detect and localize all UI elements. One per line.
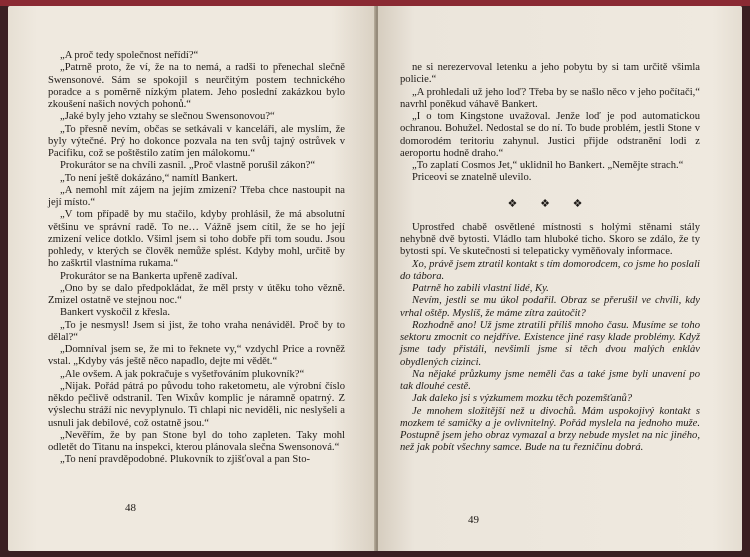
paragraph: Xo, právě jsem ztratil kontakt s tím domorodcem, co jsme ho poslali do tábora. (400, 258, 700, 282)
page-number-right: 49 (468, 514, 479, 526)
paragraph: „Ono by se dalo předpokládat, že měl prsty v útěku toho vězně. Zmizel ostatně ve stejnou noc.“ (48, 282, 345, 306)
section-separator: ❖ ❖ ❖ (507, 197, 593, 210)
paragraph: Jak daleko jsi s výzkumem mozku těch pozemšťanů? (412, 393, 633, 405)
paragraph: Patrně ho zabili vlastní lidé, Ky. (412, 283, 549, 294)
right-page (378, 6, 742, 551)
paragraph: „To přesně nevím, občas se setkávali v kanceláři, ale myslím, že byly výtečné. Prý ho dokonce pozvala na ten svůj tajný ostrůvek v Pacifiku, což se poštěstilo zatím jen málokomu.“ (48, 123, 345, 159)
paragraph: Rozhodně ano! Už jsme ztratili příliš mnoho času. Musíme se toho sektoru zmocnit co nejdříve. Existence jiné rasy klade problémy. Když jsme tady přistáli, nevšimli jsme si těch dvou malých enklàv obydlených cizinci. (400, 319, 700, 368)
paragraph: Bankert vyskočil z křesla. (60, 307, 171, 319)
paragraph: ne si nerezervoval letenku a jeho pobytu by si tam určitě všimla policie.“ (400, 62, 700, 86)
paragraph: „Jaké byly jeho vztahy se slečnou Swensonovou?“ (60, 111, 275, 123)
paragraph: Prokurátor se na Bankerta upřeně zadíval. (60, 270, 238, 282)
paragraph: „Ale ovšem. A jak pokračuje s vyšetřováním plukovník?“ (60, 368, 305, 380)
paragraph: „Nijak. Pořád pátrá po původu toho raketometu, ale výrobní číslo někdo pečlivě odstranil. Ten Wixův komplic je náramně opatrný. Z výslechu stráží nic nevyplynulo. Ti chlapi nic neviděli, nic neslyšeli a usnuli jak debilové, což ostatně jsou.“ (48, 380, 345, 429)
paragraph: Je mnohem složitější než u divochů. Mám uspokojivý kontakt s mozkem té samičky a je ovlivnitelný. Pořád myslela na jednoho muže. Postupně jsem jeho obraz vymazal a brzy nebude myslet na nic jiného, než jak pobít všechny samce. Bude na tu řezničinu dobrá. (400, 405, 700, 454)
paragraph: „A proč tedy společnost neřídí?“ (60, 50, 199, 61)
paragraph: „A nemohl mít zájem na jejím zmizení? Třeba chce nastoupit na její místo.“ (48, 184, 345, 208)
right-page-text (400, 62, 700, 455)
paragraph: Uprostřed chabě osvětlené místnosti s holými stěnami stály nehybně dvě bytosti. Vládlo tam hluboké ticho. Skoro se zdálo, že ty bytosti spí. Ve skutečnosti si telepaticky vyměňovaly informace. (400, 221, 700, 258)
paragraph: „V tom případě by mu stačilo, kdyby prohlásil, že má absolutní většinu ve správní radě. To ne… Vážně jsem cítil, že se ho její zmizení velice dotklo. Všiml jsem si toho dobře při tom soudu. Jsou pohledy, v kterých se člověk nemůže splést. Kdyby mohl, určitě by ho zaškrtil vlastníma rukama.“ (48, 209, 345, 270)
paragraph: „Domníval jsem se, že mi to řeknete vy,“ vzdychl Price a rovněž vstal. „Kdyby vás ještě něco napadlo, dejte mi vědět.“ (48, 344, 345, 368)
paragraph: „Patrně proto, že ví, že na to nemá, a radši to přenechal slečně Swensonové. Sám se spokojil s neurčitým postem technického poradce a s poměrně nízkým platem. Jeho poslední zakázkou bylo zkoušení našich nových pohonů.“ (48, 62, 345, 110)
left-page (8, 6, 376, 551)
paragraph: „To není pravděpodobné. Plukovník to zjišťoval a pan Sto- (60, 454, 311, 466)
paragraph: „Nevěřím, že by pan Stone byl do toho zapleten. Taky mohl odletět do Titanu na inspekci, kterou plánovala slečna Swensonová.“ (48, 429, 345, 453)
paragraph: „A prohledali už jeho loď? Třeba by se našlo něco v jeho počítači,“ navrhl poněkud váhavě Bankert. (400, 86, 700, 110)
page-number-left: 48 (125, 502, 136, 514)
paragraph: Na nějaké průzkumy jsme neměli čas a také jsme byli unavení po tak dlouhé cestě. (400, 368, 700, 392)
paragraph: Priceovi se znatelně ulevilo. (412, 172, 532, 184)
paragraph: Nevím, jestli se mu úkol podařil. Obraz se přerušil ve chvíli, kdy vrhal oštěp. Myslíš, že máme zítra zaútočit? (400, 295, 700, 319)
paragraph: „To zaplatí Cosmos Jet,“ uklidnil ho Bankert. „Nemějte strach.“ (412, 160, 684, 171)
paragraph: „I o tom Kingstone uvažoval. Jenže loď je pod automatickou ochranou. Bohužel. Nedostal se do ní. To bude problém, jestli Stone v domorodém teritoriu zahynul. Justici přijde odstranění lodi z aeroportu hodně draho.“ (400, 111, 700, 159)
paragraph: „To není ještě dokázáno,“ namítl Bankert. (60, 172, 238, 184)
paragraph: „To je nesmysl! Jsem si jist, že toho vraha nenáviděl. Proč by to dělal?“ (48, 319, 345, 343)
paragraph: Prokurátor se na chvíli zasnil. „Proč vlastně porušil zákon?“ (60, 160, 316, 172)
left-page-text (48, 50, 345, 467)
